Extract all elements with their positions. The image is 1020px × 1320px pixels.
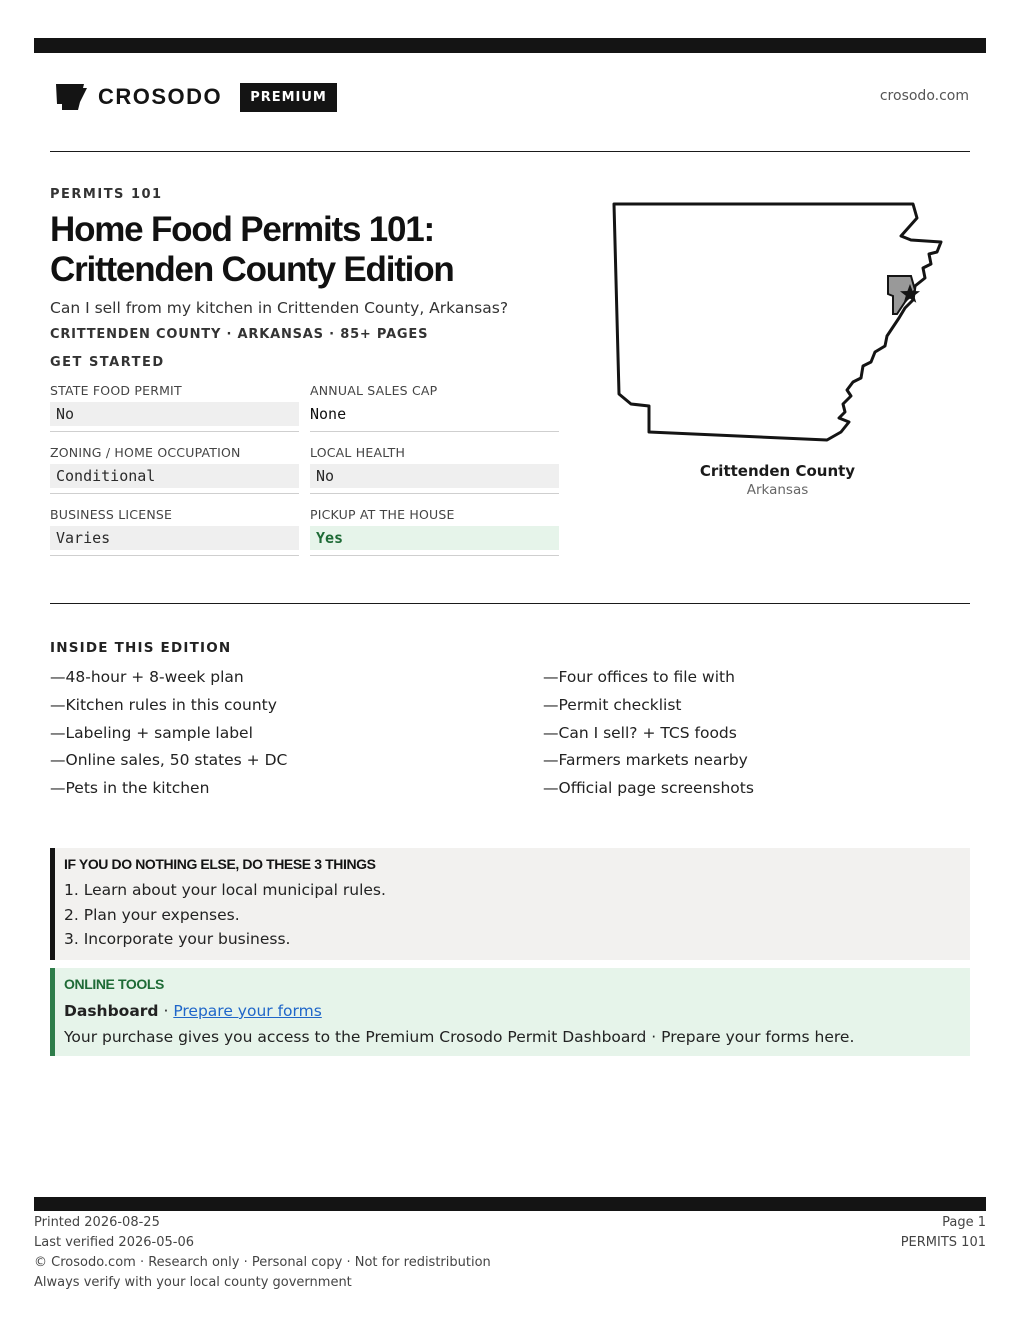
title-line-2: Crittenden County Edition: [50, 250, 454, 289]
callout-item: 2. Plan your expenses.: [64, 905, 240, 924]
online-tools-callout: [50, 968, 970, 1056]
copyright: © Crosodo.com · Research only · Personal copy · Not for redistribution: [34, 1255, 491, 1270]
fact-label: BUSINESS LICENSE: [50, 507, 173, 522]
top-bar: [34, 38, 986, 53]
arkansas-map: [605, 196, 950, 446]
fact-business-license: [50, 506, 299, 556]
list-item: —Labeling + sample label: [50, 723, 253, 742]
quick-facts-grid: [50, 382, 559, 556]
tools-description: Your purchase gives you access to the Premium Crosodo Permit Dashboard · Prepare your forms here.: [64, 1028, 855, 1046]
fact-value: Yes: [310, 526, 559, 550]
callout-item: 3. Incorporate your business.: [64, 930, 291, 948]
title-line-1: Home Food Permits 101:: [50, 210, 434, 249]
fact-annual-sales-cap: [310, 382, 559, 432]
section-divider: [50, 603, 970, 604]
arkansas-outline: [614, 204, 941, 440]
list-item: —Pets in the kitchen: [50, 779, 210, 798]
edition-meta: CRITTENDEN COUNTY · ARKANSAS · 85+ PAGES: [50, 327, 429, 342]
fact-value: No: [50, 402, 299, 426]
map-county-name: Crittenden County: [699, 462, 856, 480]
map-state-name: Arkansas: [746, 482, 809, 498]
list-item: —48-hour + 8-week plan: [50, 668, 244, 686]
footer-right: [901, 1213, 986, 1253]
page-title: [50, 210, 590, 290]
list-item: —Kitchen rules in this county: [50, 695, 277, 714]
callout-title: ONLINE TOOLS: [64, 976, 164, 992]
footer-left: [34, 1213, 491, 1293]
separator: ·: [158, 1002, 174, 1020]
three-things-callout: [50, 848, 970, 960]
list-item: —Online sales, 50 states + DC: [50, 751, 288, 770]
fact-label: PICKUP AT THE HOUSE: [310, 507, 455, 522]
page-number: Page 1: [942, 1215, 986, 1230]
list-item: —Official page screenshots: [543, 779, 754, 798]
brand-name: CROSODO: [98, 84, 223, 109]
get-started-heading: GET STARTED: [50, 355, 165, 370]
list-item: —Farmers markets nearby: [543, 751, 748, 770]
fact-label: LOCAL HEALTH: [310, 445, 406, 460]
fact-value: Conditional: [50, 464, 299, 488]
callout-title: IF YOU DO NOTHING ELSE, DO THESE 3 THINGS: [64, 856, 376, 872]
brand[interactable]: [54, 80, 337, 114]
callout-item: 1. Learn about your local municipal rules.: [64, 881, 386, 899]
map-caption: [605, 462, 950, 498]
contents-list-right: [543, 666, 754, 805]
arkansas-logo-icon: [54, 82, 88, 112]
list-item: —Four offices to file with: [543, 668, 735, 686]
fact-label: ANNUAL SALES CAP: [310, 383, 438, 398]
fact-value: None: [310, 405, 347, 423]
fact-value: Varies: [50, 526, 299, 550]
fact-zoning: [50, 444, 299, 494]
fact-local-health: [310, 444, 559, 494]
premium-badge: PREMIUM: [240, 83, 337, 112]
fact-value: No: [310, 464, 559, 488]
list-item: —Permit checklist: [543, 695, 682, 714]
dashboard-line: [64, 998, 970, 1024]
fact-label: ZONING / HOME OCCUPATION: [50, 445, 241, 460]
prepare-forms-link[interactable]: Prepare your forms: [173, 1002, 322, 1020]
header-divider: [50, 151, 970, 152]
fact-pickup-at-house: [310, 506, 559, 556]
verify-note: Always verify with your local county government: [34, 1275, 352, 1290]
printed-date: Printed 2026-08-25: [34, 1215, 160, 1230]
verified-date: Last verified 2026-05-06: [34, 1235, 194, 1250]
footer-section: PERMITS 101: [900, 1235, 986, 1250]
site-url[interactable]: crosodo.com: [879, 88, 969, 104]
section-kicker: PERMITS 101: [50, 187, 163, 202]
inside-edition-heading: INSIDE THIS EDITION: [50, 640, 232, 656]
fact-label: STATE FOOD PERMIT: [50, 383, 182, 398]
dashboard-label: Dashboard: [64, 1002, 159, 1020]
list-item: —Can I sell? + TCS foods: [543, 723, 737, 742]
contents-list-left: [50, 666, 287, 805]
bottom-bar: [34, 1197, 986, 1211]
fact-state-food-permit: [50, 382, 299, 432]
page-subtitle: Can I sell from my kitchen in Crittenden County, Arkansas?: [50, 299, 509, 317]
